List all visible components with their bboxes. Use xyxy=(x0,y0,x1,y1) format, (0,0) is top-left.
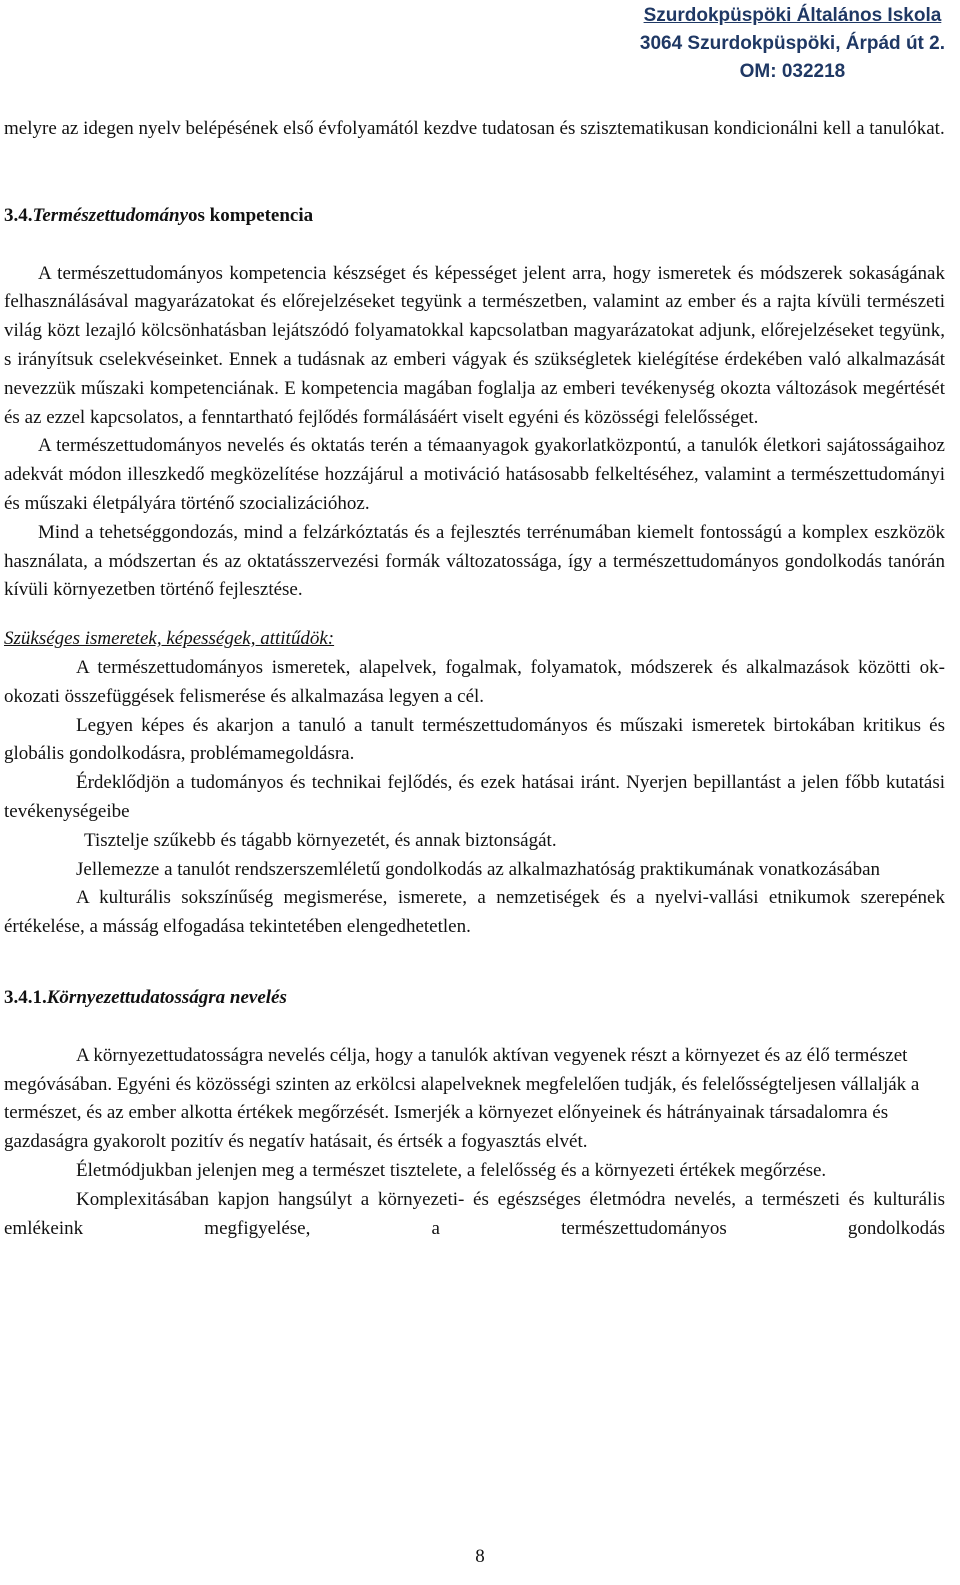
skills-paragraph: A természettudományos ismeretek, alapelvek, fogalmak, folyamatok, módszerek és alkalmazások közötti ok-okozati összefüggések felismerése és alkalmazása legyen a cél. xyxy=(4,656,945,707)
skills-paragraph: Érdeklődjön a tudományos és technikai fejlődés, és ezek hatásai iránt. Nyerjen bepillantást a jelen főbb kutatási tevékenységeibe xyxy=(4,772,945,822)
page-number: 8 xyxy=(475,1546,485,1567)
env-paragraph: A környezettudatosságra nevelés célja, hogy a tanulók aktívan vegyenek részt a környezet és az élő természet megóvásában. Egyéni és közösségi szinten az erkölcsi alapelveknek megfelelően tudják, és felelősségteljesen vállalják a természet, és az ember alkotta értékek megőrzését. Ismerjék a környezet előnyeinek és hátrányainak társadalomra és gazdaságra gyakorolt pozitív és negatív hatásait, és értsék a fogyasztás elvét. xyxy=(4,1044,920,1153)
paragraph: A természettudományos nevelés és oktatás terén a témaanyagok gyakorlatközpontú, a tanulók életkori sajátosságaihoz adekvát módon illeszkedő megközelítése hozzájárul a motiváció hatásosabb felkeltéséhez, valamint a természettudományi és műszaki életpályára történő szocializációhoz. xyxy=(4,435,945,514)
skills-paragraph: Tisztelje szűkebb és tágabb környezetét, és annak biztonságát. xyxy=(84,829,557,851)
skills-paragraph: A kulturális sokszínűség megismerése, ismerete, a nemzetiségek és a nyelvi-vallási etnikumok szerepének értékelése, a másság elfogadása tekintetében elengedhetetlen. xyxy=(4,887,945,938)
section-title-italic: Természettudomány xyxy=(32,204,189,226)
page-header xyxy=(640,2,945,86)
paragraph: A természettudományos kompetencia készséget és képességet jelent arra, hogy ismeretek és módszerek sokaságának felhasználásával magyarázatokat és előrejelzéseket tegyünk a természetben, valamint az ember és a rajta kívüli természeti világ közt lezajló kölcsönhatásban lejátszódó folyamatokkal kapcsolatban magyarázatokat adjunk, előrejelzéseket tegyünk, s irányítsuk cselekvéseinket. Ennek a tudásnak az emberi vágyak és szükségletek kielégítése érdekében való alkalmazását nevezzük műszaki kompetenciának. E kompetencia magában foglalja az emberi tevékenység okozta változások megértését és az ezzel kapcsolatos, a fenntartható fejlődés formálásáért viselt egyéni és közösségi felelősséget. xyxy=(4,262,945,428)
subsection-title: Környezettudatosságra nevelés xyxy=(46,986,287,1008)
school-om-id: OM: 032218 xyxy=(739,61,846,82)
school-address: 3064 Szurdokpüspöki, Árpád út 2. xyxy=(639,33,945,54)
school-name: Szurdokpüspöki Általános Iskola xyxy=(643,5,942,26)
section-number: 3.4. xyxy=(4,204,33,226)
section-heading-3-4 xyxy=(4,202,945,231)
paragraph: Mind a tehetséggondozás, mind a felzárkóztatás és a fejlesztés terrénumában kiemelt fontosságú a komplex eszközök használata, a módszertan és az oktatásszervezési formák változatossága, így a természettudományos gondolkodás tanórán kívüli környezetben történő fejlesztése. xyxy=(4,521,945,601)
subsection-number: 3.4.1. xyxy=(4,986,47,1008)
env-paragraph: Komplexitásában kapjon hangsúlyt a környezeti- és egészséges életmódra nevelés, a természeti és kulturális emlékeink megfigyelése, a természettudományos gondolkodás xyxy=(4,1188,945,1239)
skills-heading: Szükséges ismeretek, képességek, attitűdök: xyxy=(4,628,335,650)
skills-paragraph: Jellemezze a tanulót rendszerszemléletű gondolkodás az alkalmazhatóság praktikumának vonatkozásában xyxy=(76,858,881,880)
section-title-rest: os kompetencia xyxy=(188,204,314,226)
skills-paragraph: Legyen képes és akarjon a tanuló a tanult természettudományos és műszaki ismeretek birtokában kritikus és globális gondolkodásra, problémamegoldásra. xyxy=(4,714,945,765)
env-paragraph: Életmódjukban jelenjen meg a természet tisztelete, a felelősség és a környezeti értékek megőrzése. xyxy=(76,1159,827,1181)
intro-paragraph: melyre az idegen nyelv belépésének első évfolyamától kezdve tudatosan és szisztematikusan kondicionálni kell a tanulókat. xyxy=(4,118,945,139)
document-body xyxy=(4,115,945,1243)
section-heading-3-4-1 xyxy=(4,984,945,1013)
